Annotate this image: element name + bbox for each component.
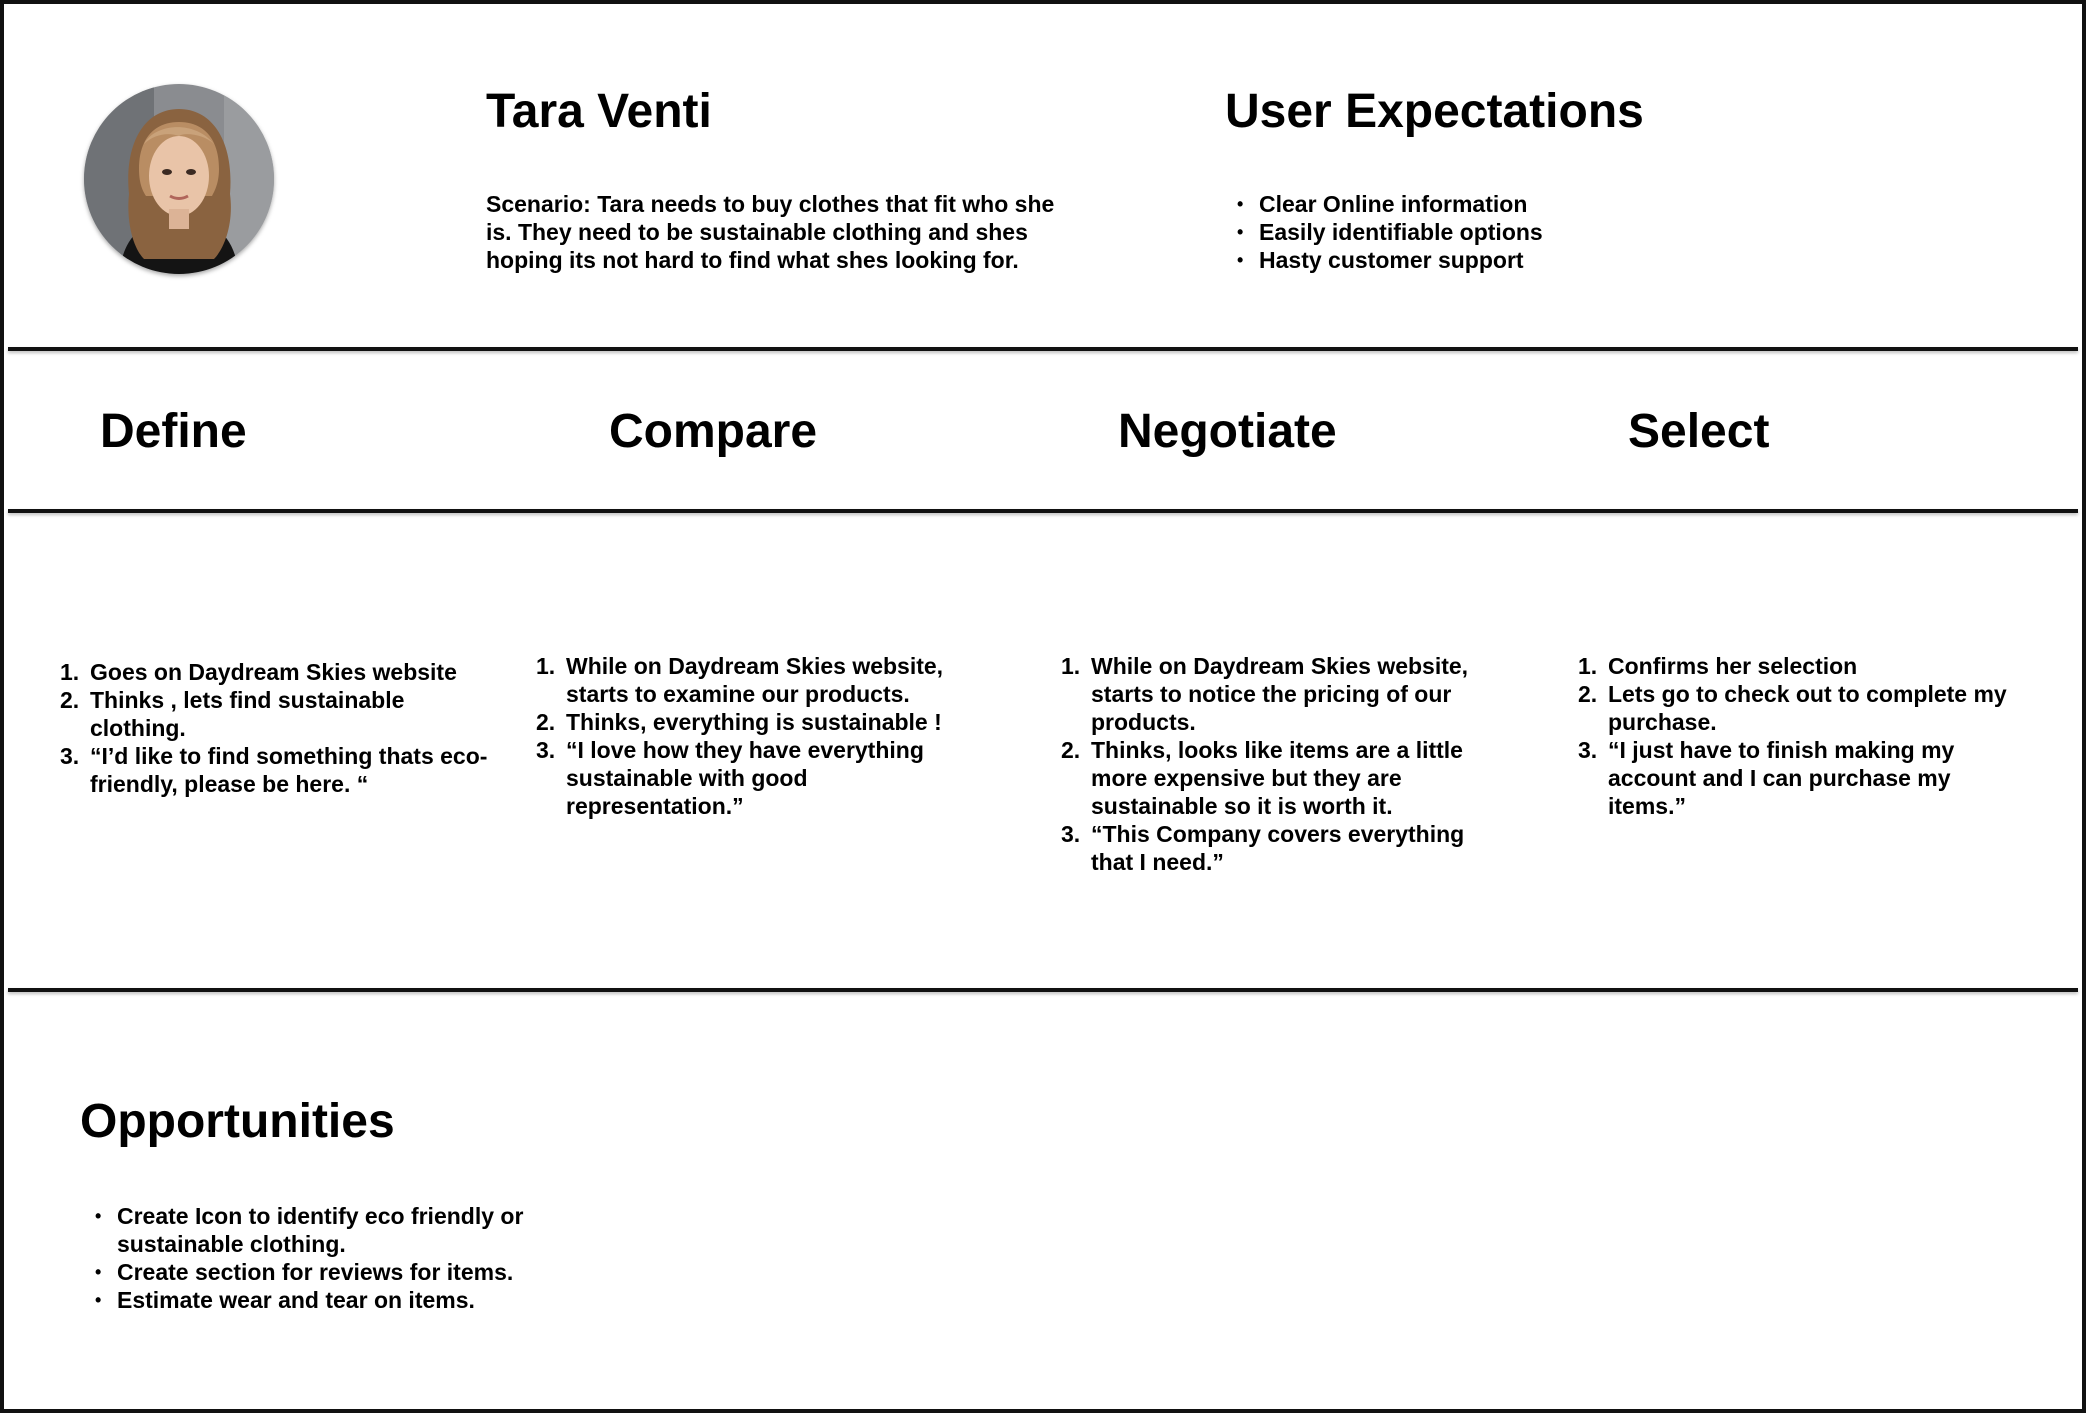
- expectation-item: • Hasty customer support: [1237, 246, 1797, 274]
- step-item: 3. “I just have to finish making my account and I can purchase my items.”: [1578, 737, 1955, 819]
- stage-steps-select: [1578, 652, 2018, 820]
- opportunities-title: Opportunities: [80, 1095, 395, 1148]
- persona-scenario: Scenario: Tara needs to buy clothes that fit who she is. They need to be sustainable clothing and shes hoping its not hard to find what shes looking for.: [486, 191, 1055, 273]
- portrait-image: [84, 84, 274, 274]
- stage-title-define: Define: [100, 405, 247, 458]
- step-item: 3. “I love how they have everything sustainable with good representation.”: [536, 737, 924, 819]
- section-divider: [8, 347, 2078, 351]
- opportunity-item: • Create Icon to identify eco friendly or sustainable clothing.: [95, 1202, 545, 1258]
- step-item: 2. Lets go to check out to complete my purchase.: [1578, 681, 2007, 735]
- stage-title-compare: Compare: [609, 405, 818, 458]
- stage-steps-compare: [536, 652, 966, 820]
- step-item: 2. Thinks, looks like items are a little more expensive but they are sustainable so it is worth it.: [1061, 737, 1463, 819]
- section-divider: [8, 509, 2078, 513]
- stage-title-select: Select: [1628, 405, 1770, 458]
- persona-name: Tara Venti: [486, 85, 712, 138]
- step-item: 1. Confirms her selection: [1578, 653, 1858, 679]
- expectation-item: • Easily identifiable options: [1237, 218, 1797, 246]
- stage-steps-negotiate: [1061, 652, 1491, 876]
- opportunity-item: • Create section for reviews for items.: [95, 1258, 545, 1286]
- stage-title-negotiate: Negotiate: [1118, 405, 1337, 458]
- expectation-item: • Clear Online information: [1237, 190, 1797, 218]
- opportunity-item: • Estimate wear and tear on items.: [95, 1286, 545, 1314]
- step-item: 3. “This Company covers everything that I need.”: [1061, 821, 1465, 875]
- stage-steps-define: [60, 658, 490, 798]
- step-item: 1. Goes on Daydream Skies website: [60, 659, 457, 685]
- opportunities-list: [95, 1202, 545, 1314]
- step-item: 3. “I’d like to find something thats eco-friendly, please be here. “: [60, 743, 488, 797]
- user-expectations-title: User Expectations: [1225, 85, 1644, 138]
- step-item: 2. Thinks, everything is sustainable !: [536, 709, 942, 735]
- step-item: 2. Thinks , lets find sustainable clothing.: [60, 687, 405, 741]
- persona-avatar: [84, 84, 274, 274]
- step-item: 1. While on Daydream Skies website, starts to examine our products.: [536, 653, 944, 707]
- section-divider: [8, 988, 2078, 992]
- step-item: 1. While on Daydream Skies website, starts to notice the pricing of our products.: [1061, 653, 1469, 735]
- user-expectations-list: [1237, 190, 1797, 274]
